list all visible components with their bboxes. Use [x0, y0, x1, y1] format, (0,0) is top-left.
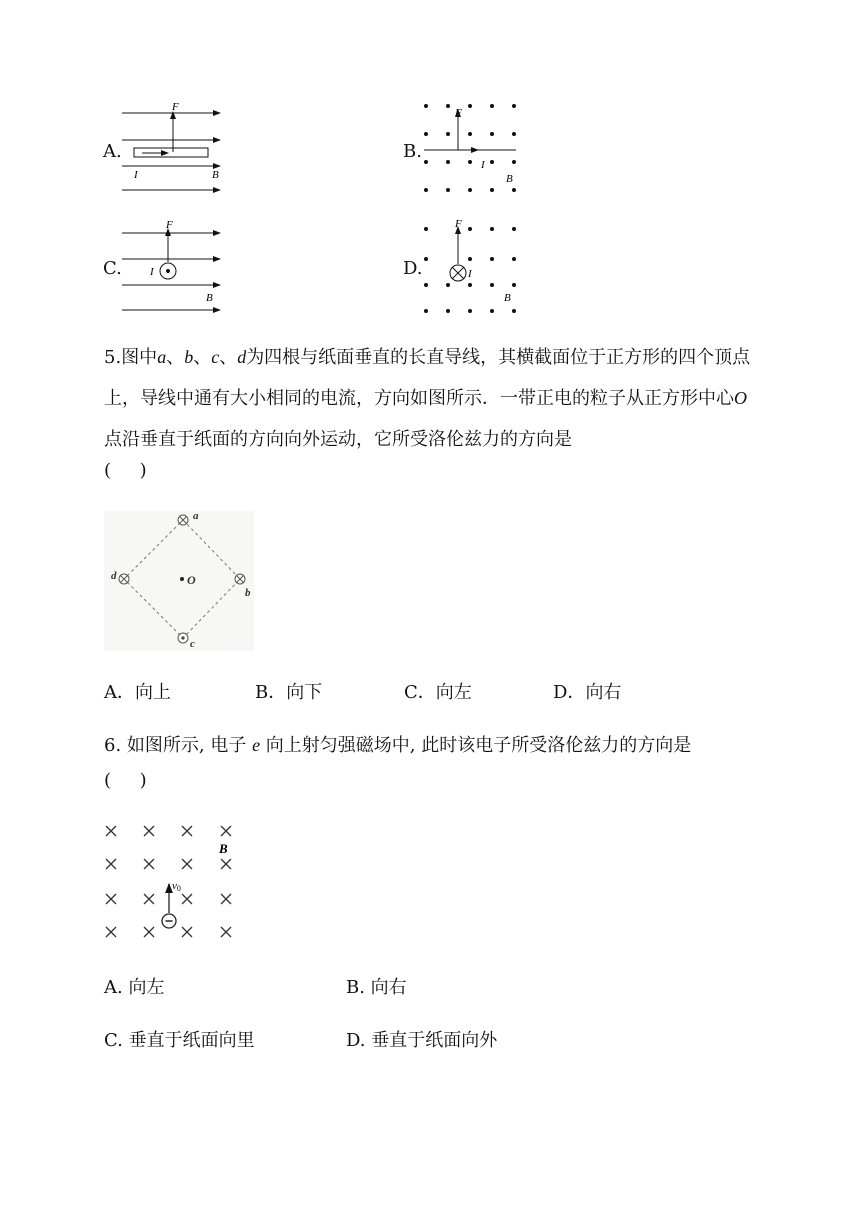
- current-label: I: [468, 268, 472, 280]
- q6-choice-a[interactable]: A. 向左: [104, 977, 165, 998]
- q6-choice-c[interactable]: C. 垂直于纸面向里: [104, 1030, 255, 1051]
- force-label: F: [166, 219, 173, 231]
- field-label: B: [212, 169, 219, 181]
- option-d-diagram: [418, 215, 528, 317]
- label-o: O: [187, 573, 196, 587]
- question-5-text: 5.图中a、b、c、d为四根与纸面垂直的长直导线，其横截面位于正方形的四个顶点上，导线中通有大小相同的电流，方向如图所示．一带正电的粒子从正方形中心O点沿垂直于纸面的方向向外运动，它所受洛伦兹力的方向是: [104, 347, 751, 450]
- option-b-diagram: [418, 98, 528, 198]
- field-label: B: [206, 292, 213, 304]
- force-label: F: [455, 218, 462, 230]
- force-label: F: [172, 101, 179, 113]
- question-6-text: 6. 如图所示, 电子 e 向上射匀强磁场中, 此时该电子所受洛伦兹力的方向是: [104, 735, 692, 756]
- question-5-figure: [104, 511, 254, 651]
- current-label: I: [481, 159, 485, 171]
- force-label: F: [455, 107, 462, 119]
- option-d-letter: D.: [403, 258, 423, 279]
- option-c-letter: C.: [103, 258, 122, 279]
- field-label: B: [506, 173, 513, 185]
- q5-choice-c[interactable]: C．向左: [404, 682, 472, 703]
- label-d: d: [111, 570, 117, 582]
- dot-field: [424, 104, 516, 192]
- wire-b: [235, 574, 245, 584]
- option-c-diagram: [118, 215, 228, 317]
- q6-choice-d[interactable]: D. 垂直于纸面向外: [346, 1030, 498, 1051]
- question-6-figure: [100, 820, 245, 945]
- q6-choice-b[interactable]: B. 向右: [346, 977, 407, 998]
- q5-choice-d[interactable]: D．向右: [553, 682, 622, 703]
- center-point: [180, 577, 184, 581]
- current-label: I: [150, 266, 154, 278]
- current-label: I: [134, 169, 138, 181]
- label-a: a: [193, 511, 199, 522]
- wire-d: [119, 574, 129, 584]
- option-b-letter: B.: [403, 141, 422, 162]
- q5-choice-b[interactable]: B．向下: [255, 682, 323, 703]
- field-label: B: [504, 292, 511, 304]
- option-a-diagram: [118, 98, 228, 198]
- q5-choice-a[interactable]: A．向上: [104, 682, 171, 703]
- question-6-blank: ( ): [104, 770, 147, 791]
- question-5-blank: ( ): [104, 460, 147, 481]
- velocity-label: v0: [172, 880, 181, 893]
- field-label: B: [219, 841, 228, 856]
- wire-c: [178, 633, 188, 643]
- label-c: c: [190, 638, 195, 650]
- option-a-letter: A.: [103, 141, 122, 162]
- wire-a: [178, 515, 188, 525]
- label-b: b: [245, 587, 251, 599]
